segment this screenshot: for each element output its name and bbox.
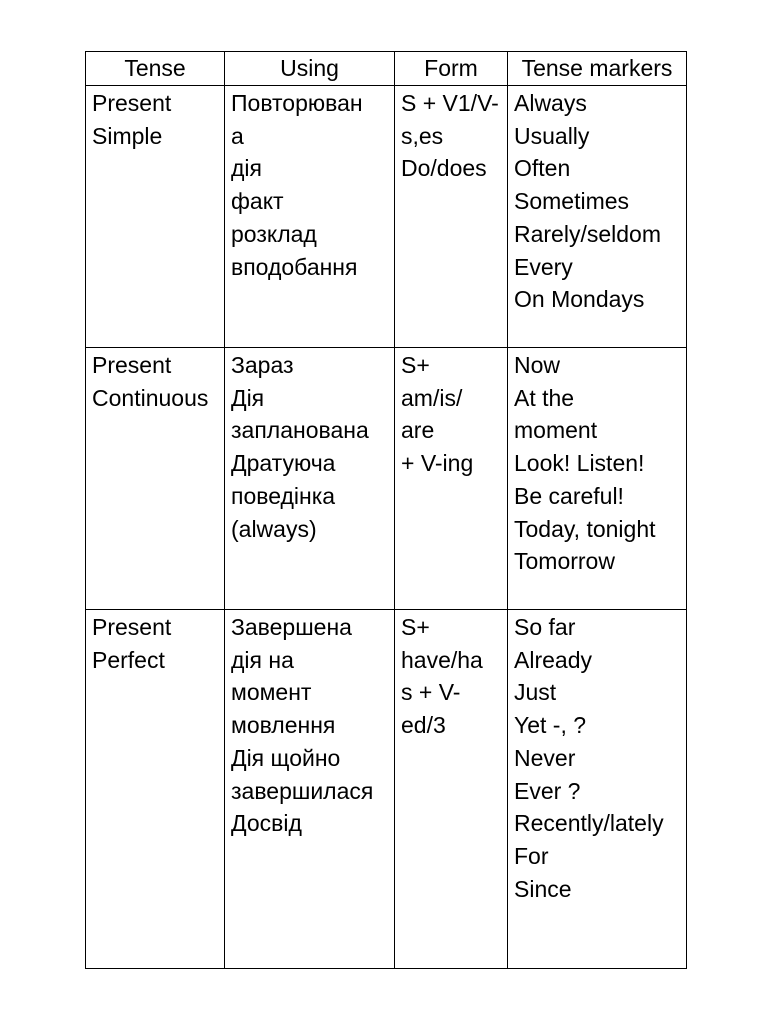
cell-form-text: S + V1/V- s,es Do/does bbox=[401, 90, 499, 182]
cell-form bbox=[395, 610, 508, 969]
cell-using-text: Завершена дія на момент мовлення Дія щойно завершилася Досвід bbox=[231, 614, 374, 837]
cell-tense bbox=[86, 610, 225, 969]
cell-markers bbox=[508, 348, 687, 610]
cell-using-text: Повторюван а дія факт розклад вподобання bbox=[231, 90, 363, 280]
cell-using bbox=[225, 348, 395, 610]
header-row bbox=[86, 52, 687, 86]
cell-tense bbox=[86, 86, 225, 348]
cell-tense-text: Present Perfect bbox=[92, 614, 172, 673]
header-using: Using bbox=[225, 52, 395, 86]
cell-form bbox=[395, 348, 508, 610]
cell-markers-text: So far Already Just Yet -, ? Never Ever ? Recently/lately For Since bbox=[514, 614, 664, 902]
cell-markers-text: Now At the moment Look! Listen! Be careful! Today, tonight Tomorrow bbox=[514, 352, 656, 575]
cell-markers bbox=[508, 86, 687, 348]
cell-tense bbox=[86, 348, 225, 610]
cell-using bbox=[225, 86, 395, 348]
cell-form bbox=[395, 86, 508, 348]
cell-form-text: S+ have/ha s + V- ed/3 bbox=[401, 614, 483, 739]
table-row bbox=[86, 348, 687, 610]
header-form: Form bbox=[395, 52, 508, 86]
table-row bbox=[86, 610, 687, 969]
cell-using-text: Зараз Дія запланована Дратуюча поведінка (always) bbox=[231, 352, 369, 542]
header-tense: Tense bbox=[86, 52, 225, 86]
cell-markers-text: Always Usually Often Sometimes Rarely/seldom Every On Mondays bbox=[514, 90, 661, 313]
cell-tense-text: Present Simple bbox=[92, 90, 172, 149]
cell-markers bbox=[508, 610, 687, 969]
tense-table bbox=[85, 51, 687, 969]
cell-form-text: S+ am/is/ are + V-ing bbox=[401, 352, 474, 477]
header-tense-markers: Tense markers bbox=[508, 52, 687, 86]
cell-using bbox=[225, 610, 395, 969]
cell-tense-text: Present Continuous bbox=[92, 352, 209, 411]
table-row bbox=[86, 86, 687, 348]
